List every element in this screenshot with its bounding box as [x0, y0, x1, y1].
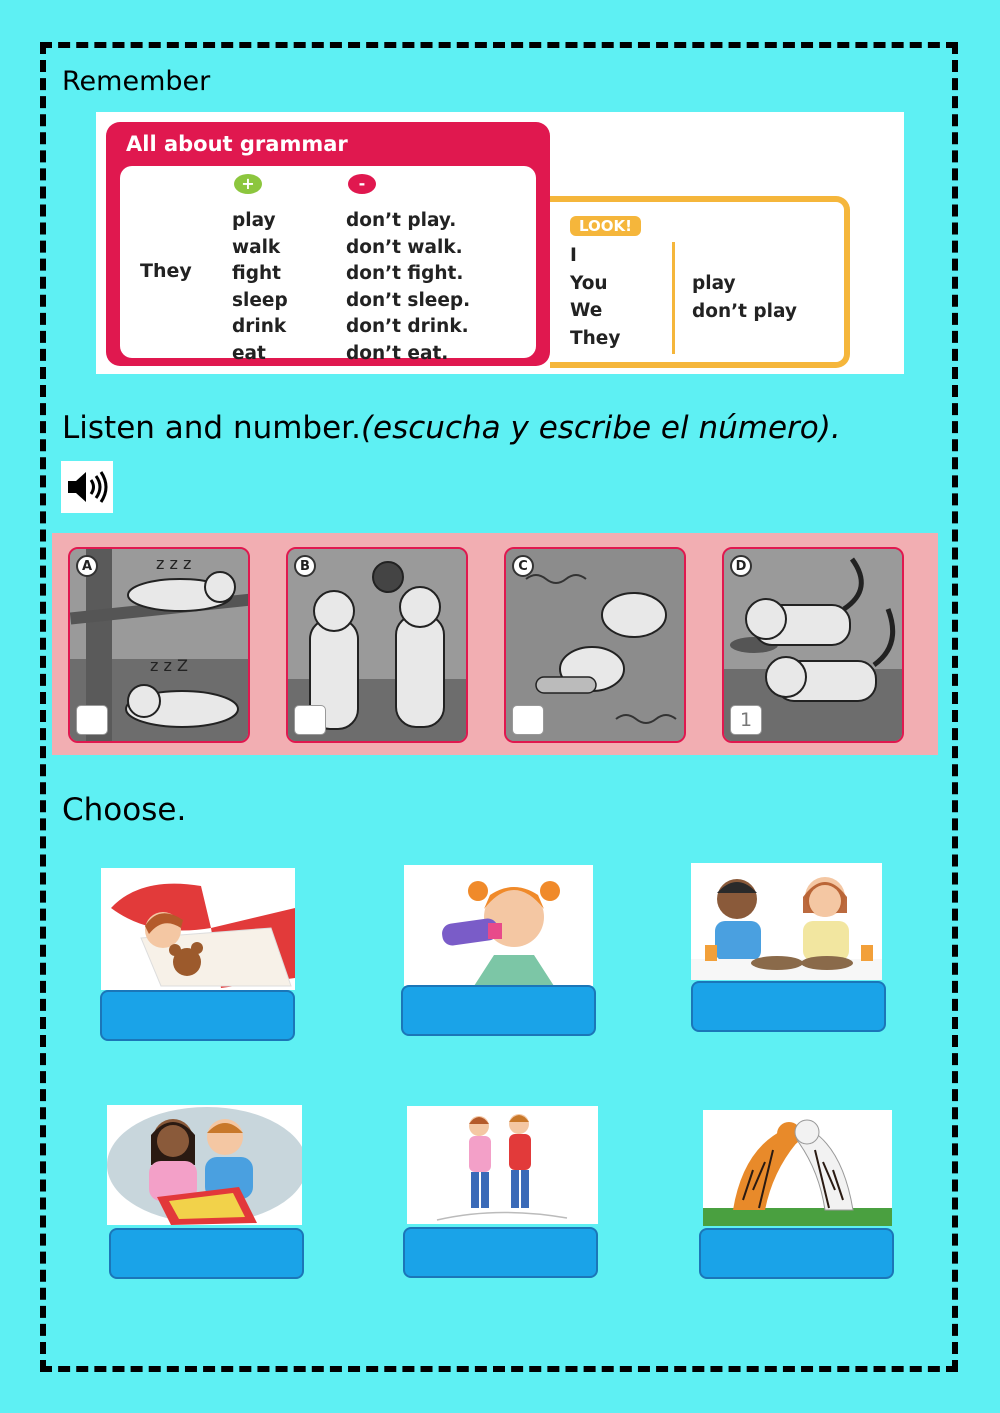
choose-heading: Choose.: [62, 792, 187, 828]
girl-sleeping-image: [101, 868, 295, 990]
positive-form: eat: [232, 342, 266, 364]
grammar-table: [120, 166, 536, 364]
picture-card-d: [722, 547, 904, 743]
audio-play-button[interactable]: [61, 461, 113, 513]
pronoun: They: [570, 327, 621, 349]
negative-form: don’t drink.: [346, 316, 469, 338]
negative-form: don’t fight.: [346, 263, 464, 285]
answer-dropdown-walking[interactable]: [403, 1227, 598, 1278]
look-form: don’t play: [692, 300, 797, 322]
positive-form: play: [232, 210, 276, 231]
pronoun: We: [570, 300, 603, 321]
pronoun: You: [570, 272, 608, 294]
answer-dropdown-drinking[interactable]: [401, 985, 596, 1036]
listen-instruction: Listen and number.: [62, 410, 361, 446]
look-pronouns: [570, 242, 620, 352]
answer-dropdown-eating[interactable]: [691, 981, 886, 1032]
look-box: [550, 196, 850, 368]
remember-heading: Remember: [62, 66, 211, 97]
look-forms: [692, 270, 797, 325]
picture-letter: B: [294, 555, 316, 577]
negative-forms: [346, 208, 470, 368]
minus-icon: -: [348, 174, 376, 194]
answer-box-b[interactable]: [294, 705, 326, 735]
girl-drinking-image: [404, 865, 593, 986]
positive-form: sleep: [232, 289, 288, 311]
listen-hint: (escucha y escribe el número).: [360, 410, 841, 446]
grammar-panel: [96, 112, 904, 374]
answer-box-a[interactable]: [76, 705, 108, 735]
plus-icon: +: [234, 174, 262, 194]
negative-form: don’t sleep.: [346, 289, 471, 311]
grammar-subject: They: [140, 260, 192, 282]
children-walking-image: [407, 1106, 598, 1224]
answer-box-d[interactable]: 1: [730, 705, 762, 735]
listen-heading: [62, 410, 841, 446]
pronoun: I: [570, 245, 577, 266]
positive-forms: [232, 208, 288, 368]
tigers-fighting-image: [703, 1110, 892, 1226]
svg-text:z z z: z z z: [156, 554, 192, 573]
answer-dropdown-sleeping[interactable]: [100, 990, 295, 1041]
negative-form: don’t play.: [346, 210, 457, 231]
picture-card-b: [286, 547, 468, 743]
look-divider: [672, 242, 675, 354]
picture-card-a: [68, 547, 250, 743]
negative-form: don’t walk.: [346, 236, 463, 258]
look-form: play: [692, 273, 736, 294]
tiger-picture-strip: [52, 533, 938, 755]
positive-form: fight: [232, 263, 281, 285]
svg-text:z z Z: z z Z: [150, 656, 188, 675]
picture-letter: A: [76, 555, 98, 577]
answer-dropdown-fighting[interactable]: [699, 1228, 894, 1279]
speaker-icon: [64, 467, 110, 507]
children-eating-image: [691, 863, 882, 980]
grammar-box: [106, 122, 550, 366]
answer-dropdown-playing[interactable]: [109, 1228, 304, 1279]
picture-letter: D: [730, 555, 752, 577]
children-playing-image: [107, 1105, 302, 1225]
picture-card-c: [504, 547, 686, 743]
picture-letter: C: [512, 555, 534, 577]
look-tag: LOOK!: [570, 216, 641, 236]
negative-form: don’t eat.: [346, 342, 449, 364]
positive-form: drink: [232, 316, 287, 338]
grammar-title: All about grammar: [126, 132, 348, 156]
answer-box-c[interactable]: [512, 705, 544, 735]
positive-form: walk: [232, 236, 281, 258]
